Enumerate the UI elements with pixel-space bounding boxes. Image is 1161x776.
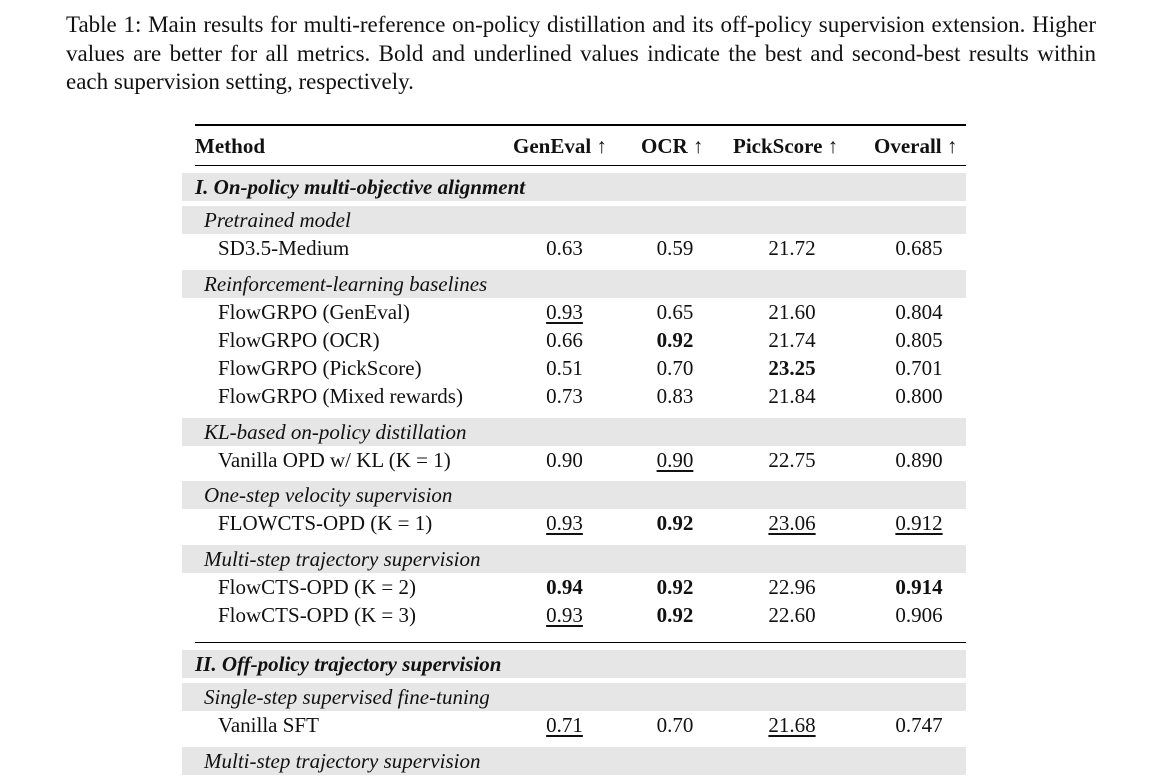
section-title: II. Off-policy trajectory supervision [195, 652, 502, 676]
pickscore-value: 22.96 [768, 575, 816, 599]
overall-value: 0.685 [895, 236, 943, 260]
method-name: FLOWCTS-OPD (K = 1) [218, 511, 433, 535]
pickscore-value: 21.68 [768, 713, 816, 737]
geneval-value: 0.71 [546, 713, 583, 737]
section-row [182, 650, 966, 678]
geneval-value: 0.90 [546, 448, 583, 472]
group-title: Single-step supervised fine-tuning [204, 685, 490, 709]
overall-value: 0.914 [895, 575, 943, 599]
header-method: Method [195, 134, 265, 158]
header-row [182, 132, 966, 160]
section-title: I. On-policy multi-objective alignment [195, 175, 526, 199]
method-name: FlowGRPO (Mixed rewards) [218, 384, 463, 408]
group-title: Multi-step trajectory supervision [204, 547, 481, 571]
top-rule [195, 124, 966, 126]
pickscore-value: 22.75 [768, 448, 816, 472]
ocr-value: 0.92 [656, 603, 694, 627]
overall-value: 0.804 [895, 300, 943, 324]
section-rule [195, 642, 966, 643]
method-name: FlowGRPO (PickScore) [218, 356, 422, 380]
header-pickscore: PickScore ↑ [733, 134, 839, 158]
geneval-value: 0.93 [546, 603, 583, 627]
geneval-value: 0.73 [546, 384, 583, 408]
table-row [182, 326, 966, 354]
method-name: SD3.5-Medium [218, 236, 350, 260]
pickscore-value: 23.25 [768, 356, 816, 380]
header-geneval: GenEval ↑ [513, 134, 607, 158]
overall-value: 0.800 [895, 384, 943, 408]
table-row [182, 601, 966, 629]
pickscore-value: 21.84 [768, 384, 816, 408]
method-name: FlowGRPO (GenEval) [218, 300, 410, 324]
group-row [182, 683, 966, 711]
group-title: Pretrained model [204, 208, 351, 232]
pickscore-value: 21.60 [768, 300, 816, 324]
overall-value: 0.906 [895, 603, 943, 627]
method-name: FlowCTS-OPD (K = 2) [218, 575, 416, 599]
table-row [182, 234, 966, 262]
group-row [182, 545, 966, 573]
group-row [182, 747, 966, 775]
overall-value: 0.912 [895, 511, 943, 535]
overall-value: 0.701 [895, 356, 943, 380]
pickscore-value: 21.72 [768, 236, 816, 260]
geneval-value: 0.93 [546, 300, 583, 324]
geneval-value: 0.93 [546, 511, 583, 535]
ocr-value: 0.70 [656, 356, 694, 380]
ocr-value: 0.59 [656, 236, 694, 260]
pickscore-value: 23.06 [768, 511, 816, 535]
geneval-value: 0.94 [546, 575, 583, 599]
method-name: FlowCTS-OPD (K = 3) [218, 603, 416, 627]
overall-value: 0.890 [895, 448, 943, 472]
group-title: KL-based on-policy distillation [204, 420, 467, 444]
geneval-value: 0.66 [546, 328, 583, 352]
overall-value: 0.747 [895, 713, 943, 737]
group-row [182, 418, 966, 446]
ocr-value: 0.65 [656, 300, 694, 324]
group-row [182, 206, 966, 234]
overall-value: 0.805 [895, 328, 943, 352]
geneval-value: 0.51 [546, 356, 583, 380]
table-row [182, 382, 966, 410]
ocr-value: 0.83 [656, 384, 694, 408]
group-row [182, 481, 966, 509]
table-row [182, 354, 966, 382]
group-title: Reinforcement-learning baselines [204, 272, 488, 296]
table-row [182, 573, 966, 601]
method-name: FlowGRPO (OCR) [218, 328, 380, 352]
header-overall: Overall ↑ [874, 134, 958, 158]
table-caption: Table 1: Main results for multi-reference on-policy distillation and its off-policy supervision extension. Higher values are better for all metrics. Bold and underlined values indicate the best and second-best results within each supervision setting, respectively. [66, 12, 1096, 94]
table-row [182, 509, 966, 537]
group-row [182, 270, 966, 298]
table-row [182, 711, 966, 739]
ocr-value: 0.92 [656, 575, 694, 599]
ocr-value: 0.90 [656, 448, 694, 472]
header-ocr: OCR ↑ [641, 134, 704, 158]
ocr-value: 0.70 [656, 713, 694, 737]
method-name: Vanilla SFT [218, 713, 319, 737]
pickscore-value: 22.60 [768, 603, 816, 627]
pickscore-value: 21.74 [768, 328, 816, 352]
method-name: Vanilla OPD w/ KL (K = 1) [218, 448, 451, 472]
table-row [182, 298, 966, 326]
group-title: One-step velocity supervision [204, 483, 453, 507]
geneval-value: 0.63 [546, 236, 583, 260]
header-rule [195, 165, 966, 166]
ocr-value: 0.92 [656, 511, 694, 535]
table-row [182, 446, 966, 474]
ocr-value: 0.92 [656, 328, 694, 352]
section-row [182, 173, 966, 201]
group-title: Multi-step trajectory supervision [204, 749, 481, 773]
